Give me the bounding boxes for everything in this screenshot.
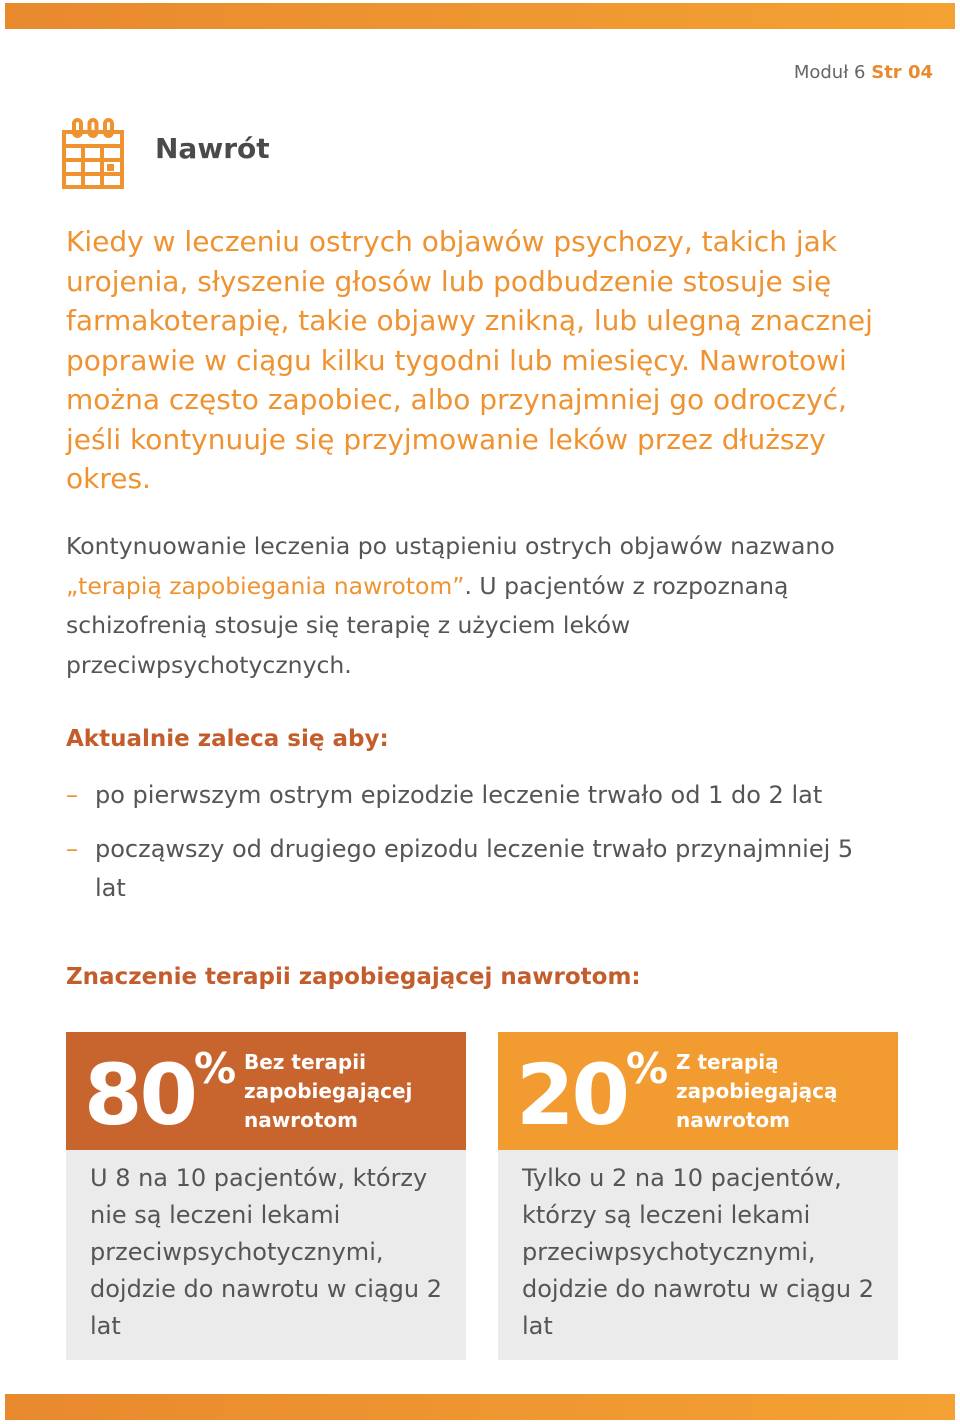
stat-card-without-therapy — [66, 1032, 466, 1360]
page-label — [794, 62, 933, 83]
dash-bullet: – — [66, 781, 78, 809]
stat-card-header — [498, 1032, 898, 1150]
therapy-paragraph-end: . U pacjentów z rozpoznaną schizofrenią stosuje się terapię z użyciem leków przeciwpsychotycznych. — [66, 571, 789, 679]
stat-label: Bez terapii zapobiegającej nawrotom — [244, 1050, 413, 1132]
significance-heading: Znaczenie terapii zapobiegającej nawrotom: — [66, 964, 641, 990]
bottom-accent-bar — [5, 1394, 955, 1420]
percent-sign: % — [194, 1044, 237, 1093]
lead-paragraph: Kiedy w leczeniu ostrych objawów psychozy, takich jak urojenia, słyszenie głosów lub podbudzenie stosuje się farmakoterapię, takie objawy znikną, lub ulegną znacznej poprawie w ciągu kilku tygodni lub miesięcy. Nawrotowi można często zapobiec, albo przynajmniej go odroczyć, jeśli kontynuuje się przyjmowanie leków przez dłuższy okres. — [66, 225, 873, 495]
list-item — [66, 830, 886, 909]
dash-bullet: – — [66, 834, 78, 863]
top-accent-bar — [5, 3, 955, 29]
stat-value: 20 — [516, 1046, 627, 1144]
stat-label: Z terapią zapobiegającą nawrotom — [676, 1050, 838, 1132]
percent-sign: % — [626, 1044, 669, 1093]
stat-description: Tylko u 2 na 10 pacjentów, którzy są leczeni lekami przeciwpsychotycznymi, dojdzie do nawrotu w ciągu 2 lat — [522, 1164, 875, 1340]
therapy-paragraph — [66, 527, 896, 685]
therapy-paragraph-start: Kontynuowanie leczenia po ustąpieniu ostrych objawów nazwano — [66, 532, 835, 560]
stat-card-with-therapy — [498, 1032, 898, 1360]
calendar-icon — [62, 118, 124, 190]
therapy-term-highlight: „terapią zapobiegania nawrotom” — [66, 571, 465, 600]
list-item-text: po pierwszym ostrym epizodzie leczenie trwało od 1 do 2 lat — [95, 781, 823, 809]
module-label: Moduł 6 — [793, 62, 866, 83]
recommendations-heading: Aktualnie zaleca się aby: — [66, 726, 389, 752]
recommendations-list — [66, 776, 886, 923]
page-title: Nawrót — [155, 132, 270, 165]
stat-card-header — [66, 1032, 466, 1150]
page-number: Str 04 — [871, 62, 933, 83]
list-item-text: począwszy od drugiego epizodu leczenie trwało przynajmniej 5 lat — [95, 834, 854, 902]
stat-description: U 8 na 10 pacjentów, którzy nie są leczeni lekami przeciwpsychotycznymi, dojdzie do nawrotu w ciągu 2 lat — [90, 1164, 443, 1340]
list-item — [66, 776, 886, 816]
stat-value: 80 — [84, 1046, 195, 1144]
